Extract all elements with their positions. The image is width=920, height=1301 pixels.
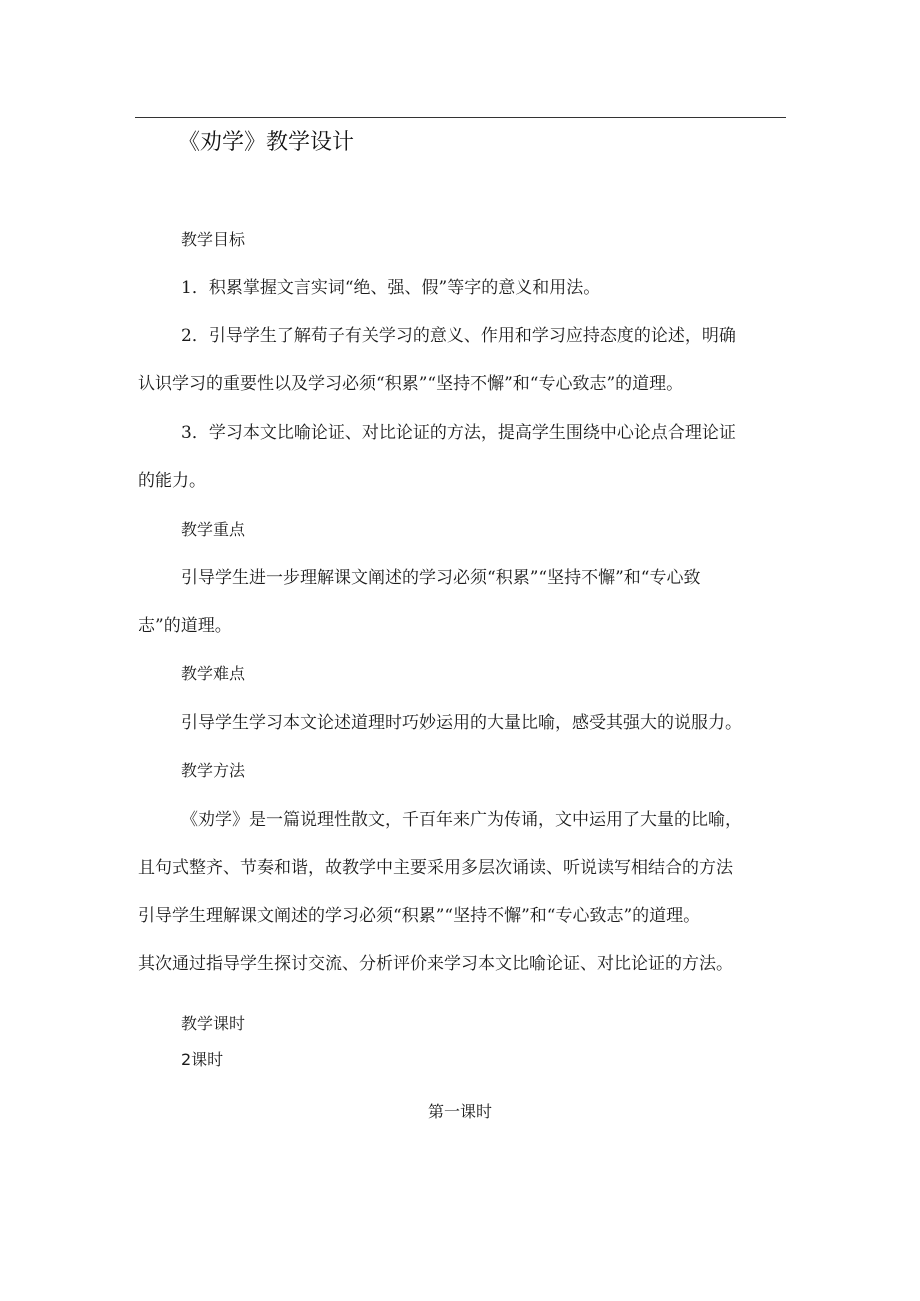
lesson-1-heading: 第一课时: [427, 1102, 492, 1121]
difficulties-line-1: 引导学生学习本文论述道理时巧妙运用的大量比喻，感受其强大的说服力。: [181, 713, 742, 733]
objective-item-3-line-2: 的能力。: [138, 471, 206, 491]
key-points-line-1: 引导学生进一步理解课文阐述的学习必须“积累”“坚持不懈”和“专心致: [181, 568, 701, 588]
objective-item-2-line-2: 认识学习的重要性以及学习必须“积累”“坚持不懈”和“专心致志”的道理。: [138, 374, 684, 394]
methods-line-3: 引导学生理解课文阐述的学习必须“积累”“坚持不懈”和“专心致志”的道理。: [138, 906, 701, 926]
difficulties-heading: 教学难点: [181, 664, 246, 683]
header-rule: [135, 117, 786, 118]
objective-item-1: 1．积累掌握文言实词“绝、强、假”等字的意义和用法。: [181, 278, 601, 298]
methods-line-4: 其次通过指导学生探讨交流、分析评价来学习本文比喻论证、对比论证的方法。: [138, 954, 733, 974]
objectives-heading: 教学目标: [181, 230, 246, 249]
document-title: 《劝学》教学设计: [178, 130, 355, 155]
methods-line-1: 《劝学》是一篇说理性散文，千百年来广为传诵，文中运用了大量的比喻，: [181, 810, 742, 830]
objective-item-2-line-1: 2．引导学生了解荀子有关学习的意义、作用和学习应持态度的论述，明确: [181, 326, 736, 346]
key-points-heading: 教学重点: [181, 520, 246, 539]
hours-value: 2课时: [181, 1050, 224, 1069]
hours-heading: 教学课时: [181, 1014, 246, 1033]
key-points-line-2: 志”的道理。: [138, 616, 232, 636]
methods-heading: 教学方法: [181, 761, 246, 780]
objective-item-3-line-1: 3．学习本文比喻论证、对比论证的方法，提高学生围绕中心论点合理论证: [181, 423, 736, 443]
methods-line-2: 且句式整齐、节奏和谐，故教学中主要采用多层次诵读、听说读写相结合的方法: [138, 858, 733, 878]
